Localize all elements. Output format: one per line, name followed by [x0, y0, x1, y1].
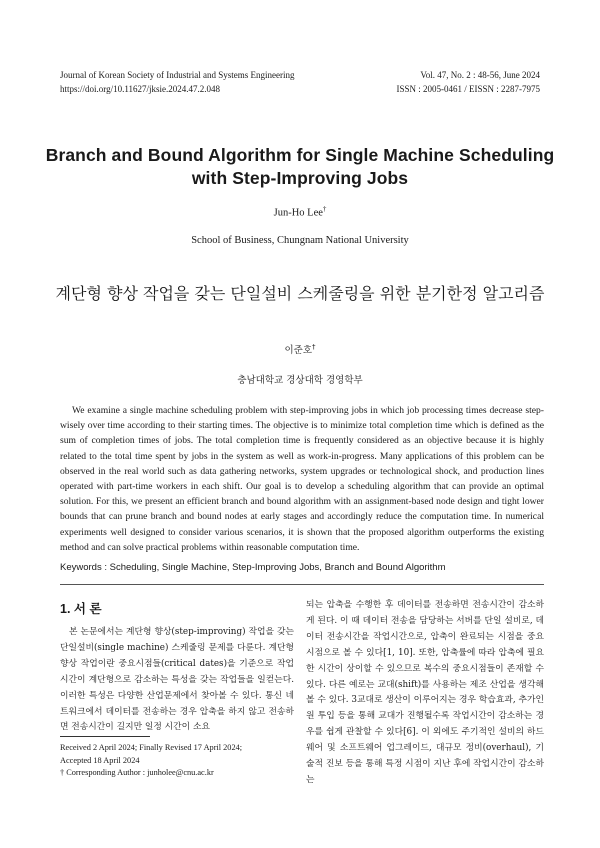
section-heading: 1. 서 론: [60, 602, 102, 616]
title-korean: 계단형 향상 작업을 갖는 단일설비 스케줄링을 위한 분기한정 알고리즘: [55, 284, 545, 303]
keywords: [60, 562, 544, 573]
corresponding-mark: †: [322, 205, 327, 213]
volume-info: Vol. 47, No. 2 : 48-56, June 2024: [420, 70, 540, 80]
footnote: [60, 742, 300, 780]
keywords-text: Scheduling, Single Machine, Step-Improving Jobs, Branch and Bound Algorithm: [109, 562, 446, 573]
affiliation-korean: 충남대학교 경상대학 경영학부: [237, 375, 363, 386]
affiliation-english: School of Business, Chungnam National University: [191, 235, 409, 246]
abstract: We examine a single machine scheduling problem with step-improving jobs in which job processing times decrease step-wisely over time according to their starting times. The objective is to minimize total completion time which is defined as the sum of completion times of jobs. The total completion time is frequently considered as an objective because it is highly related to the total time spent by jobs in the system as well as work-in-progress. Many applications of this problem can be observed in the real world such as data gathering networks, system upgrades or technological shock, and production lines operated with part-time workers in each shift. Our goal is to develop a scheduling algorithm that can provide an optimal solution. For this, we present an efficient branch and bound algorithm with an assignment-based node design and tight lower bounds that can prune branch and bound nodes at early stages and accordingly reduce the computation time. In numerical experiments well designed to consider various scenarios, it is shown that the proposed algorithm outperforms the existing method and can solve practical problems within reasonable computation time.: [60, 405, 544, 553]
footnote-corresponding[interactable]: † Corresponding Author : junholee@cnu.ac.kr: [60, 768, 214, 777]
author-name-en: Jun-Ho Lee: [273, 207, 323, 219]
journal-header-left: [60, 68, 294, 96]
divider-rule: [60, 584, 544, 585]
author-name-ko: 이준호: [284, 345, 313, 356]
doi-link[interactable]: https://doi.org/10.11627/jksie.2024.47.2.048: [60, 84, 221, 94]
journal-name: Journal of Korean Society of Industrial and Systems Engineering: [60, 70, 295, 80]
body-column-left: 본 논문에서는 계단형 향상(step-improving) 작업을 갖는 단일설비(single machine) 스케줄링 문제를 다룬다. 계단형 향상 작업이란 중요시점들(critical dates)을 기준으로 작업 시간이 계단형으로 감소하는 특성을 갖는 작업들을 일컫는다. 이러한 특성은 다양한 산업문제에서 찾아볼 수 있다. 통신 네트워크에서 데이터를 전송하는 경우 압축을 하지 않고 전송하면 전송시간이 길지만 일정 시간이 소요: [60, 627, 294, 733]
footnote-received: Received 2 April 2024; Finally Revised 17 April 2024;: [60, 743, 243, 752]
title-english: Branch and Bound Algorithm for Single Machine Scheduling with Step-Improving Jobs: [45, 145, 555, 188]
keywords-label: Keywords :: [60, 562, 107, 573]
footnote-accepted: Accepted 18 April 2024: [60, 755, 140, 765]
author-korean: [0, 342, 600, 356]
corresponding-mark-ko: †: [312, 342, 316, 351]
footnote-divider: [60, 736, 150, 737]
author-english: [0, 205, 600, 219]
issn-info: ISSN : 2005-0461 / EISSN : 2287-7975: [396, 84, 540, 94]
body-column-right: 되는 압축을 수행한 후 데이터를 전송하면 전송시간이 감소하게 된다. 이 때 데이터 전송을 담당하는 서버를 단일 설비로, 데이터 전송시간을 작업시간으로, 압축이 완료되는 시점을 중요시점으로 볼 수 있다[1, 10]. 또한, 압축률에 따라 압축에 필요한 시간이 상이할 수 있으므로 복수의 중요시점들이 존재할 수 있다. 다른 예로는 교대(shift)를 사용하는 제조 산업을 생각해 볼 수 있다. 3교대로 생산이 이루어지는 경우 학습효과, 추가인원 투입 등을 통해 교대가 진행될수록 작업시간이 감소하는 경우를 쉽게 관찰할 수 있다[6]. 이 외에도 주기적인 설비의 하드웨어 및 소프트웨어 업그레이드, 대규모 정비(overhaul), 기술적 진보 등을 통해 특정 시점이 지난 후에 작업시간이 감소하는: [306, 600, 544, 785]
journal-header-right: [396, 68, 540, 96]
